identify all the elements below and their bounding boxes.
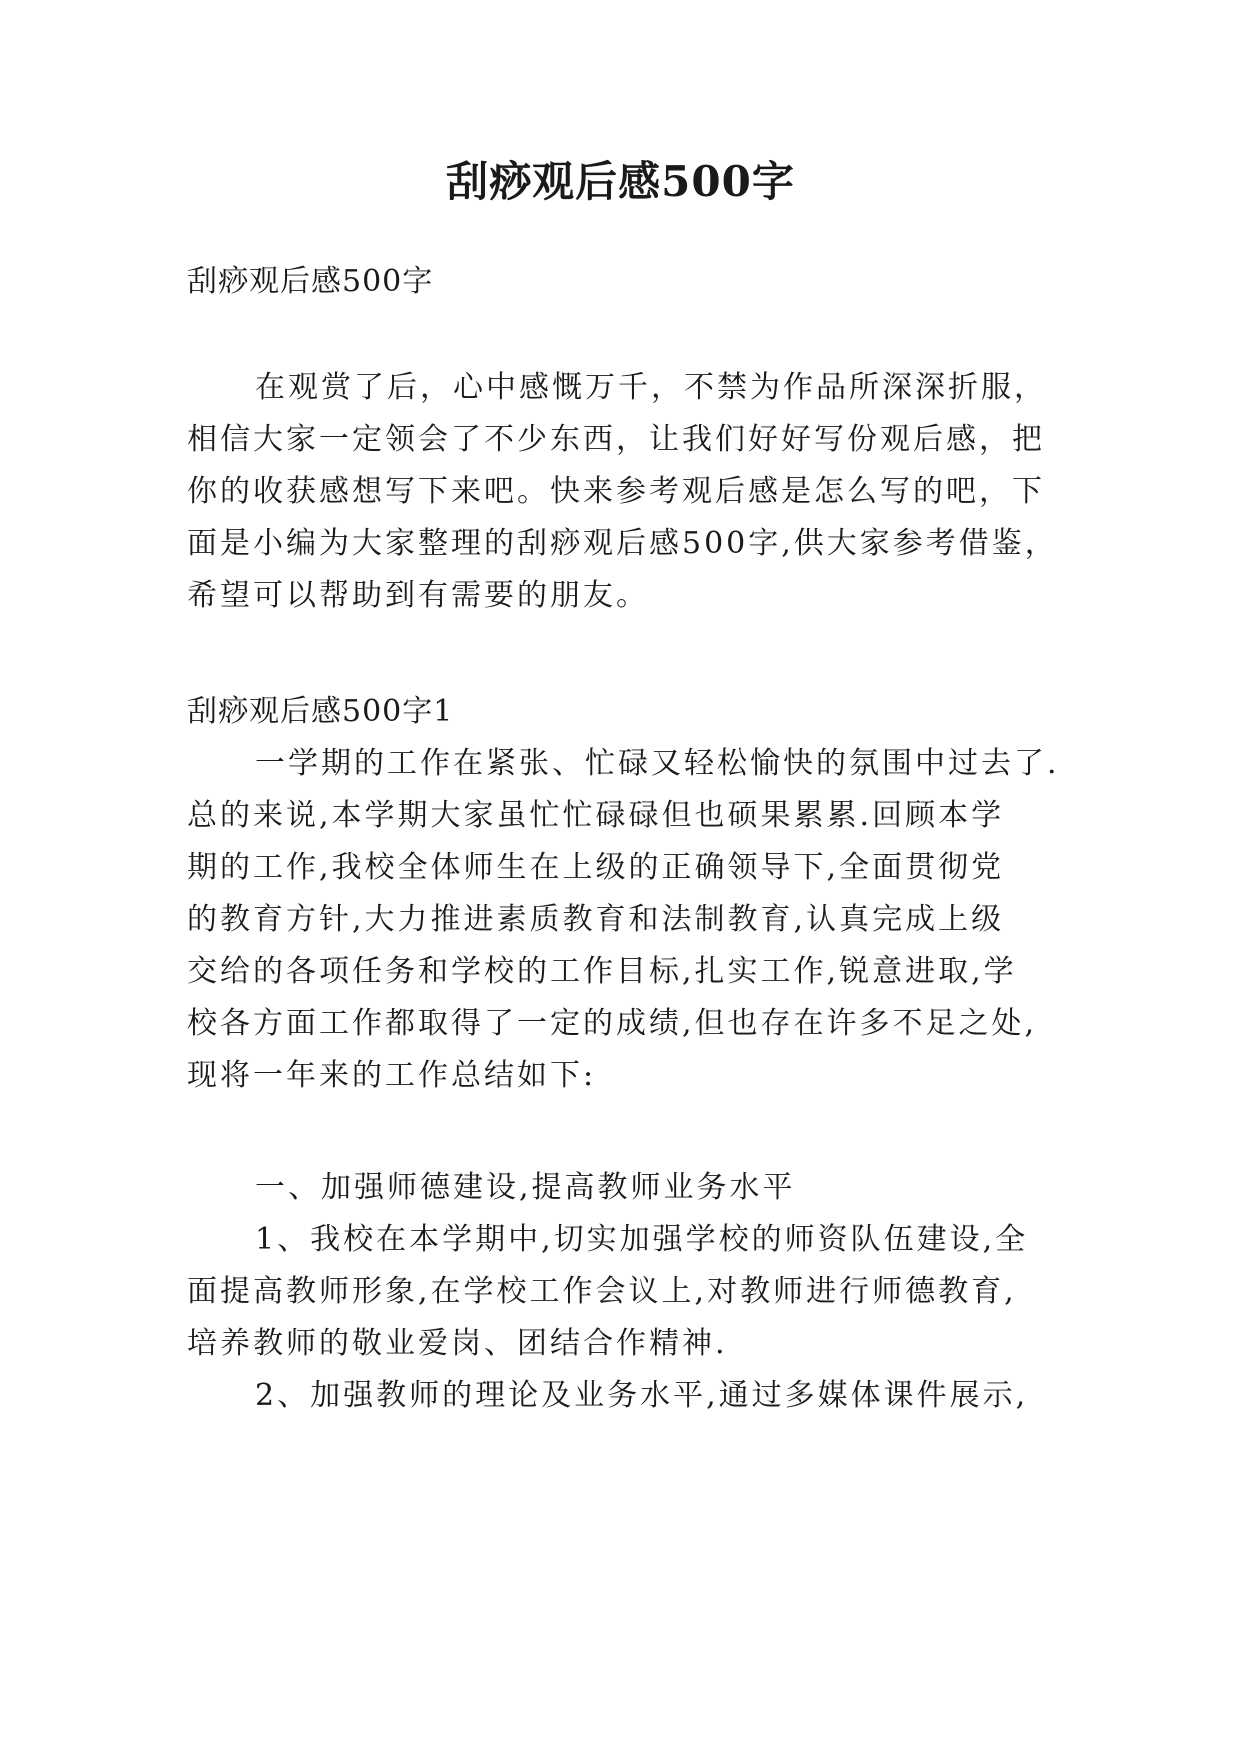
section1-line-5: 交给的各项任务和学校的工作目标,扎实工作,锐意进取,学 (187, 954, 1017, 989)
section1-line-1: 一学期的工作在紧张、忙碌又轻松愉快的氛围中过去了. (255, 746, 1060, 781)
item1-line-2: 面提高教师形象,在学校工作会议上,对教师进行师德教育, (187, 1274, 1017, 1309)
intro-line-1: 在观赏了后，心中感慨万千，不禁为作品所深深折服， (255, 370, 1047, 405)
intro-line-2: 相信大家一定领会了不少东西，让我们好好写份观后感，把 (187, 422, 1045, 457)
document-subtitle: 刮痧观后感500字 (187, 264, 434, 299)
section1-line-2: 总的来说,本学期大家虽忙忙碌碌但也硕果累累.回顾本学 (187, 798, 1005, 833)
item1-line-3: 培养教师的敬业爱岗、团结合作精神. (187, 1326, 728, 1361)
part1-heading: 一、加强师德建设,提高教师业务水平 (255, 1170, 796, 1205)
intro-line-4: 面是小编为大家整理的刮痧观后感500字,供大家参考借鉴， (187, 526, 1058, 561)
intro-line-5: 希望可以帮助到有需要的朋友。 (187, 578, 649, 613)
intro-line-3: 你的收获感想写下来吧。快来参考观后感是怎么写的吧，下 (187, 474, 1045, 509)
section1-line-6: 校各方面工作都取得了一定的成绩,但也存在许多不足之处, (187, 1006, 1038, 1041)
item1-line-1: 1、我校在本学期中,切实加强学校的师资队伍建设,全 (255, 1222, 1029, 1257)
section1-line-4: 的教育方针,大力推进素质教育和法制教育,认真完成上级 (187, 902, 1005, 937)
document-title: 刮痧观后感500字 (446, 157, 795, 206)
section1-line-3: 期的工作,我校全体师生在上级的正确领导下,全面贯彻党 (187, 850, 1005, 885)
section1-line-7: 现将一年来的工作总结如下: (187, 1058, 597, 1093)
item2-line-1: 2、加强教师的理论及业务水平,通过多媒体课件展示, (255, 1378, 1029, 1413)
section1-heading: 刮痧观后感500字1 (187, 694, 454, 729)
